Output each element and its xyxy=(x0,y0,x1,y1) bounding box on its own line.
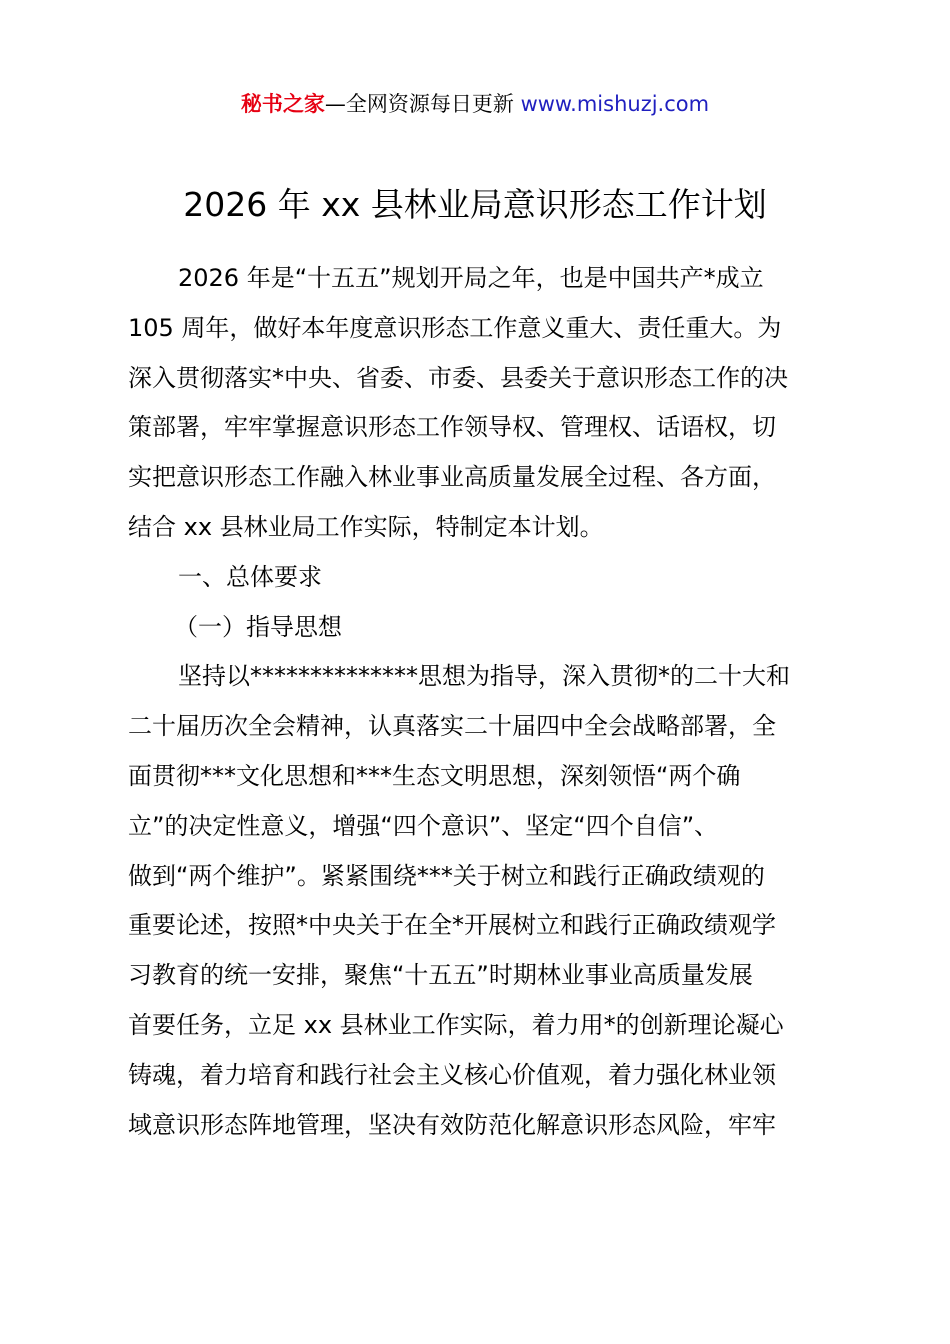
paragraph-line: 坚持以**************思想为指导，深入贯彻*的二十大和 xyxy=(178,662,790,691)
paragraph-line: 105 周年，做好本年度意识形态工作意义重大、责任重大。为 xyxy=(128,313,782,342)
site-tagline: —全网资源每日更新 xyxy=(324,92,521,116)
paragraph-line: 习教育的统一安排，聚焦“十五五”时期林业事业高质量发展 xyxy=(128,961,753,990)
site-url-link[interactable]: www.mishuzj.com xyxy=(520,92,710,116)
paragraph-line: 实把意识形态工作融入林业事业高质量发展全过程、各方面， xyxy=(128,463,776,492)
paragraph-line: 面贯彻***文化思想和***生态文明思想，深刻领悟“两个确 xyxy=(128,761,741,790)
paragraph-line: 首要任务，立足 xx 县林业工作实际，着力用*的创新理论凝心 xyxy=(128,1010,784,1039)
subsection-heading: （一）指导思想 xyxy=(174,612,342,641)
paragraph-line: 铸魂，着力培育和践行社会主义核心价值观，着力强化林业领 xyxy=(128,1060,776,1089)
paragraph-line: 结合 xx 县林业局工作实际，特制定本计划。 xyxy=(128,512,604,541)
paragraph-line: 立”的决定性意义，增强“四个意识”、坚定“四个自信”、 xyxy=(128,811,719,840)
paragraph-line: 域意识形态阵地管理，坚决有效防范化解意识形态风险，牢牢 xyxy=(128,1110,776,1139)
paragraph-line: 深入贯彻落实*中央、省委、市委、县委关于意识形态工作的决 xyxy=(128,363,788,392)
paragraph-line: 二十届历次全会精神，认真落实二十届四中全会战略部署，全 xyxy=(128,712,776,741)
document-title: 2026 年 xx 县林业局意识形态工作计划 xyxy=(183,185,767,224)
site-header xyxy=(0,88,950,120)
document-body xyxy=(128,254,833,1150)
section-heading: 一、总体要求 xyxy=(178,562,322,591)
paragraph-line: 策部署，牢牢掌握意识形态工作领导权、管理权、话语权，切 xyxy=(128,413,776,442)
paragraph-line: 重要论述，按照*中央关于在全*开展树立和践行正确政绩观学 xyxy=(128,911,776,940)
site-brand: 秘书之家 xyxy=(240,92,325,116)
paragraph-line: 做到“两个维护”。紧紧围绕***关于树立和践行正确政绩观的 xyxy=(128,861,765,890)
paragraph-line: 2026 年是“十五五”规划开局之年，也是中国共产*成立 xyxy=(178,264,764,292)
